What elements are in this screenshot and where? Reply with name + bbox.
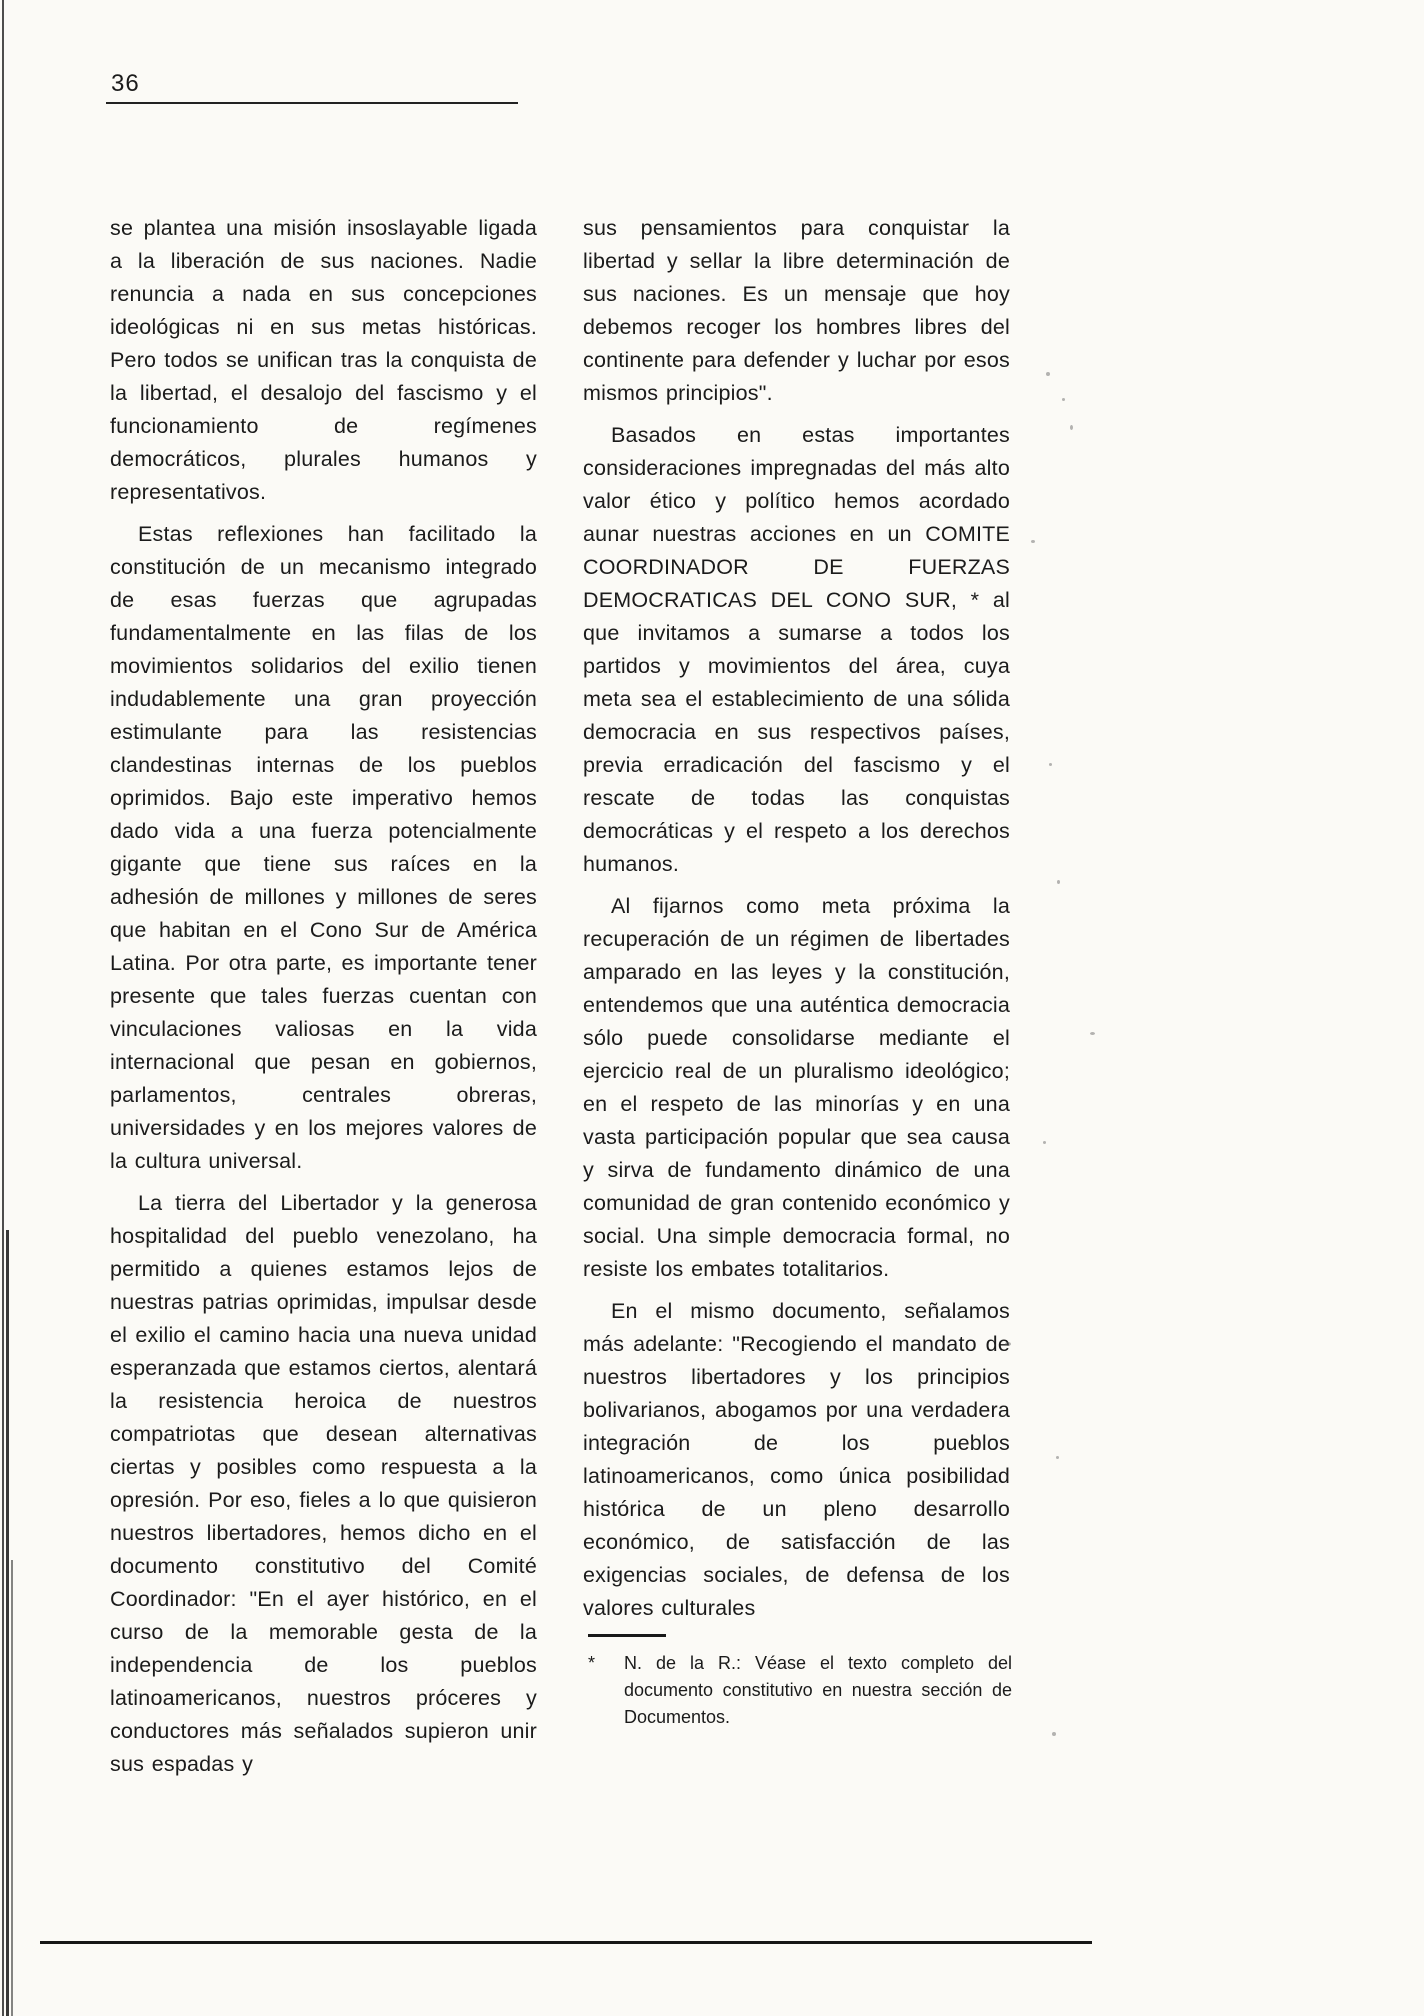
paragraph: Basados en estas importantes consideraciones impregnadas del más alto valor ético y político hemos acordado aunar nuestras acciones en un COMITE COORDINADOR DE FUERZAS DEMOCRATICAS DEL CONO SUR, * al que invitamos a sumarse a todos los partidos y movimientos del área, cuya meta sea el establecimiento de una sólida democracia en sus respectivos países, previa erradicación del fascismo y el rescate de todas las conquistas democráticas y el respeto a los derechos humanos. <box>583 423 1010 876</box>
footnote-text: N. de la R.: Véase el texto completo del documento constitutivo en nuestra sección de Documentos. <box>624 1653 1012 1727</box>
scan-speck <box>1056 1456 1059 1459</box>
header-rule <box>106 102 518 104</box>
footnote <box>588 1634 1012 1731</box>
scan-speck <box>1057 880 1060 884</box>
bottom-rule <box>40 1941 1092 1944</box>
page-number: 36 <box>111 70 140 97</box>
binding-edge-mark <box>6 1230 9 2016</box>
binding-edge-mark <box>11 1560 13 2016</box>
paragraph: En el mismo documento, señalamos más adelante: "Recogiendo el mandato de nuestros libertadores y los principios bolivarianos, abogamos por una verdadera integración de los pueblos latinoamericanos, como única posibilidad histórica de un pleno desarrollo económico, de satisfacción de las exigencias sociales, de defensa de los valores culturales <box>583 1299 1010 1620</box>
paragraph: La tierra del Libertador y la generosa hospitalidad del pueblo venezolano, ha permitido a quienes estamos lejos de nuestras patrias oprimidas, impulsar desde el exilio el camino hacia una nueva unidad esperanzada que estamos ciertos, alentará la resistencia heroica de nuestros compatriotas que desean alternativas ciertas y posibles como respuesta a la opresión. Por eso, fieles a lo que quisieron nuestros libertadores, hemos dicho en el documento constitutivo del Comité Coordinador: "En el ayer histórico, en el curso de la memorable gesta de la independencia de los pueblos latinoamericanos, nuestros próceres y conductores más señalados supieron unir sus espadas y <box>110 1191 537 1776</box>
scan-speck <box>1043 1141 1046 1144</box>
scan-speck <box>1070 425 1073 430</box>
paragraph: Al fijarnos como meta próxima la recuperación de un régimen de libertades amparado en las leyes y la constitución, entendemos que una auténtica democracia sólo puede consolidarse mediante el ejercicio real de un pluralismo ideológico; en el respeto de las minorías y en una vasta participación popular que sea causa y sirva de fundamento dinámico de una comunidad de gran contenido económico y social. Una simple democracia formal, no resiste los embates totalitarios. <box>583 894 1010 1281</box>
left-column <box>110 212 537 1781</box>
binding-edge-mark <box>2 0 4 2016</box>
scan-speck <box>1046 372 1050 376</box>
paragraph: sus pensamientos para conquistar la libertad y sellar la libre determinación de sus naciones. Es un mensaje que hoy debemos recoger los hombres libres del continente para defender y luchar por esos mismos principios". <box>583 216 1010 405</box>
paragraph: Estas reflexiones han facilitado la constitución de un mecanismo integrado de esas fuerzas que agrupadas fundamentalmente en las filas de los movimientos solidarios del exilio tienen indudablemente una gran proyección estimulante para las resistencias clandestinas internas de los pueblos oprimidos. Bajo este imperativo hemos dado vida a una fuerza potencialmente gigante que tiene sus raíces en la adhesión de millones y millones de seres que habitan en el Cono Sur de América Latina. Por otra parte, es importante tener presente que tales fuerzas cuentan con vinculaciones valiosas en la vida internacional que pesan en gobiernos, parlamentos, centrales obreras, universidades y en los mejores valores de la cultura universal. <box>110 522 537 1173</box>
footnote-marker: * <box>588 1653 596 1673</box>
scan-speck <box>1062 398 1065 401</box>
footnote-body <box>588 1650 1012 1731</box>
scan-speck <box>1052 1732 1056 1736</box>
scan-speck <box>1090 1032 1095 1035</box>
scan-speck <box>1031 540 1035 543</box>
paragraph: se plantea una misión insoslayable ligada a la liberación de sus naciones. Nadie renuncia a nada en sus concepciones ideológicas ni en sus metas históricas. Pero todos se unifican tras la conquista de la libertad, el desalojo del fascismo y el funcionamiento de regímenes democráticos, plurales humanos y representativos. <box>110 216 537 504</box>
scan-speck <box>1049 763 1052 766</box>
scan-speck <box>1005 1342 1011 1346</box>
footnote-rule <box>588 1634 666 1637</box>
right-column <box>583 212 1010 1625</box>
